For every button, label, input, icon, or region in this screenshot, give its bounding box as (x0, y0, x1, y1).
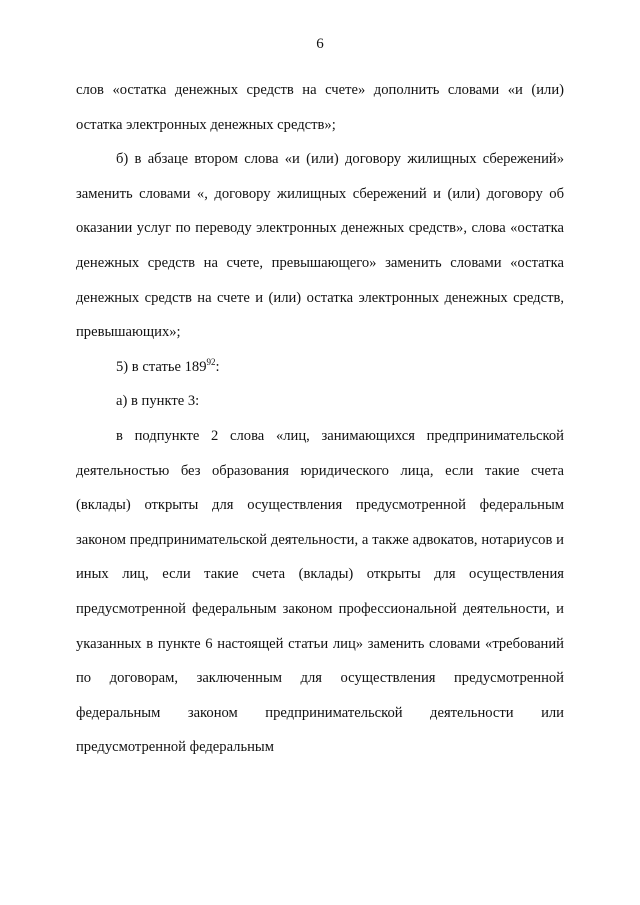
item-5-text: 5) в статье 189 (116, 358, 207, 375)
article-superscript: 92 (206, 356, 216, 367)
item-5-colon: : (215, 358, 220, 375)
paragraph-continuation: слов «остатка денежных средств на счете» дополнить словами «и (или) остатка электронных денежных средств»; (76, 82, 564, 133)
paragraph-item-b: б) в абзаце втором слова «и (или) договору жилищных сбережений» заменить словами «, договору жилищных сбережений и (или) договору об оказании услуг по переводу электронных денежных средств», слова «остатка денежных средств на счете, превышающего» заменить словами «остатка денежных средств на счете и (или) остатка электронных денежных средств, превышающих»; (76, 151, 564, 341)
paragraph-item-a: а) в пункте 3: (116, 393, 200, 410)
document-body (76, 73, 564, 765)
page-number: 6 (316, 36, 324, 52)
paragraph-item-5 (76, 350, 564, 385)
paragraph-subitem-2: в подпункте 2 слова «лиц, занимающихся предпринимательской деятельностью без образования юридического лица, если такие счета (вклады) открыты для осуществления предусмотренной федеральным законом предпринимательской деятельности, а также адвокатов, нотариусов и иных лиц, если такие счета (вклады) открыты для осуществления предусмотренной федеральным законом профессиональной деятельности, и указанных в пункте 6 настоящей статьи лиц» заменить словами «требований по договорам, заключенным для осуществления предусмотренной федеральным законом предпринимательской деятельности или предусмотренной федеральным (76, 427, 564, 756)
